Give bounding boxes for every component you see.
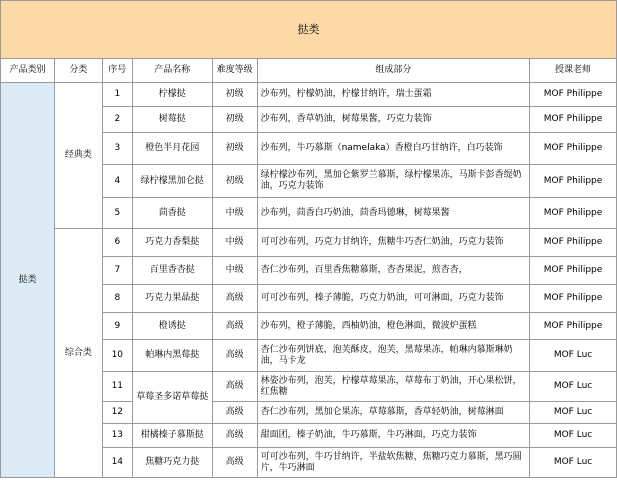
cell-difficulty[interactable]: 初级 — [212, 107, 257, 133]
cell-components[interactable]: 杏仁沙布列饼底，泡芙酥皮，泡芙，黑莓果冻，帕琳内慕斯琳奶油，马卡龙 — [257, 340, 530, 372]
cell-product-name[interactable]: 茴香挞 — [132, 198, 212, 229]
cell-product-name[interactable]: 橙色半月花园 — [132, 133, 212, 165]
cell-teacher[interactable]: MOF Philippe — [530, 133, 617, 165]
cell-product-name[interactable]: 巧克力香梨挞 — [132, 229, 212, 257]
cell-teacher[interactable]: MOF Philippe — [530, 198, 617, 229]
header-subcategory[interactable]: 分类 — [54, 59, 102, 83]
cell-components[interactable]: 绿柠檬沙布列，黑加仑紫罗兰慕斯，绿柠檬果冻，马斯卡彭香缇奶油，巧克力装饰 — [257, 165, 530, 198]
cell-teacher[interactable]: MOF Luc — [530, 448, 617, 478]
cell-teacher[interactable]: MOF Philippe — [530, 83, 617, 107]
cell-number[interactable]: 11 — [102, 372, 132, 402]
cell-product-name[interactable]: 橙诱挞 — [132, 313, 212, 340]
cell-number[interactable]: 2 — [102, 107, 132, 133]
cell-teacher[interactable]: MOF Luc — [530, 372, 617, 402]
cell-components[interactable]: 沙布列，柠檬奶油，柠檬甘纳许，瑞士蛋霜 — [257, 83, 530, 107]
cell-difficulty[interactable]: 高级 — [212, 402, 257, 424]
cell-number[interactable]: 7 — [102, 257, 132, 285]
cell-components[interactable]: 沙布列，茴香白巧奶油，茴香玛德琳，树莓果酱 — [257, 198, 530, 229]
cell-components[interactable]: 杏仁沙布列，黑加仑果冻，草莓慕斯，香草轻奶油，树莓淋面 — [257, 402, 530, 424]
header-product-name[interactable]: 产品名称 — [132, 59, 212, 83]
cell-components[interactable]: 沙布列，香草奶油，树莓果酱，巧克力装饰 — [257, 107, 530, 133]
cell-components[interactable]: 沙布列，橙子薄脆，西柚奶油，橙色淋面，微波炉蛋糕 — [257, 313, 530, 340]
cell-number[interactable]: 14 — [102, 448, 132, 478]
cell-difficulty[interactable]: 高级 — [212, 448, 257, 478]
cell-teacher[interactable]: MOF Luc — [530, 402, 617, 424]
cell-difficulty[interactable]: 初级 — [212, 83, 257, 107]
cell-difficulty[interactable]: 高级 — [212, 372, 257, 402]
cell-teacher[interactable]: MOF Luc — [530, 424, 617, 448]
category-cell[interactable]: 挞类 — [1, 83, 55, 478]
cell-components[interactable]: 杏仁沙布列，百里香焦糖慕斯，杏杏果泥，煎杏杏， — [257, 257, 530, 285]
cell-product-name[interactable]: 树莓挞 — [132, 107, 212, 133]
sheet-title[interactable]: 挞类 — [1, 1, 617, 59]
cell-product-name[interactable]: 焦糖巧克力挞 — [132, 448, 212, 478]
cell-difficulty[interactable]: 初级 — [212, 133, 257, 165]
cell-product-name[interactable]: 百里香杏挞 — [132, 257, 212, 285]
cell-components[interactable]: 甜面团，榛子奶油，牛巧慕斯，牛巧淋面，巧克力装饰 — [257, 424, 530, 448]
cell-product-name[interactable]: 柑橘榛子慕斯挞 — [132, 424, 212, 448]
cell-number[interactable]: 3 — [102, 133, 132, 165]
cell-number[interactable]: 5 — [102, 198, 132, 229]
cell-components[interactable]: 林姿沙布列，泡芙，柠檬草莓果冻，草莓布丁奶油，开心果松饼，红焦糖 — [257, 372, 530, 402]
cell-teacher[interactable]: MOF Philippe — [530, 229, 617, 257]
header-components[interactable]: 组成部分 — [257, 59, 530, 83]
cell-number[interactable]: 8 — [102, 285, 132, 313]
cell-number[interactable]: 1 — [102, 83, 132, 107]
cell-components[interactable]: 可可沙布列，榛子薄脆，巧克力奶油，可可淋面，巧克力装饰 — [257, 285, 530, 313]
cell-components[interactable]: 可可沙布列，巧克力甘纳许，焦糖牛巧杏仁奶油，巧克力装饰 — [257, 229, 530, 257]
cell-product-name-merged[interactable]: 草莓圣多诺草莓挞 — [132, 372, 212, 424]
cell-difficulty[interactable]: 高级 — [212, 340, 257, 372]
cell-product-name[interactable]: 帕琳内黑莓挞 — [132, 340, 212, 372]
cell-teacher[interactable]: MOF Philippe — [530, 285, 617, 313]
cell-components[interactable]: 可可沙布列，牛巧甘纳许，半盐软焦糖，焦糖巧克力慕斯，黑巧圆片，牛巧淋面 — [257, 448, 530, 478]
cell-product-name[interactable]: 绿柠檬黑加仑挞 — [132, 165, 212, 198]
cell-difficulty[interactable]: 初级 — [212, 165, 257, 198]
cell-product-name[interactable]: 巧克力果晶挞 — [132, 285, 212, 313]
cell-teacher[interactable]: MOF Philippe — [530, 313, 617, 340]
cell-difficulty[interactable]: 高级 — [212, 313, 257, 340]
cell-components[interactable]: 沙布列，牛巧慕斯（namelaka）香橙白巧甘纳许，白巧装饰 — [257, 133, 530, 165]
cell-difficulty[interactable]: 高级 — [212, 424, 257, 448]
subcategory-classic[interactable]: 经典类 — [54, 83, 102, 229]
header-difficulty[interactable]: 难度等级 — [212, 59, 257, 83]
cell-teacher[interactable]: MOF Philippe — [530, 257, 617, 285]
cell-number[interactable]: 10 — [102, 340, 132, 372]
cell-difficulty[interactable]: 中级 — [212, 198, 257, 229]
cell-difficulty[interactable]: 中级 — [212, 229, 257, 257]
cell-difficulty[interactable]: 高级 — [212, 285, 257, 313]
cell-teacher[interactable]: MOF Luc — [530, 340, 617, 372]
cell-teacher[interactable]: MOF Philippe — [530, 107, 617, 133]
header-category[interactable]: 产品类别 — [1, 59, 55, 83]
cell-number[interactable]: 4 — [102, 165, 132, 198]
cell-number[interactable]: 6 — [102, 229, 132, 257]
header-number[interactable]: 序号 — [102, 59, 132, 83]
cell-product-name[interactable]: 柠檬挞 — [132, 83, 212, 107]
cell-teacher[interactable]: MOF Philippe — [530, 165, 617, 198]
cell-number[interactable]: 12 — [102, 402, 132, 424]
subcategory-combined[interactable]: 综合类 — [54, 229, 102, 478]
cell-number[interactable]: 9 — [102, 313, 132, 340]
cell-number[interactable]: 13 — [102, 424, 132, 448]
cell-difficulty[interactable]: 中级 — [212, 257, 257, 285]
header-teacher[interactable]: 授课老师 — [530, 59, 617, 83]
